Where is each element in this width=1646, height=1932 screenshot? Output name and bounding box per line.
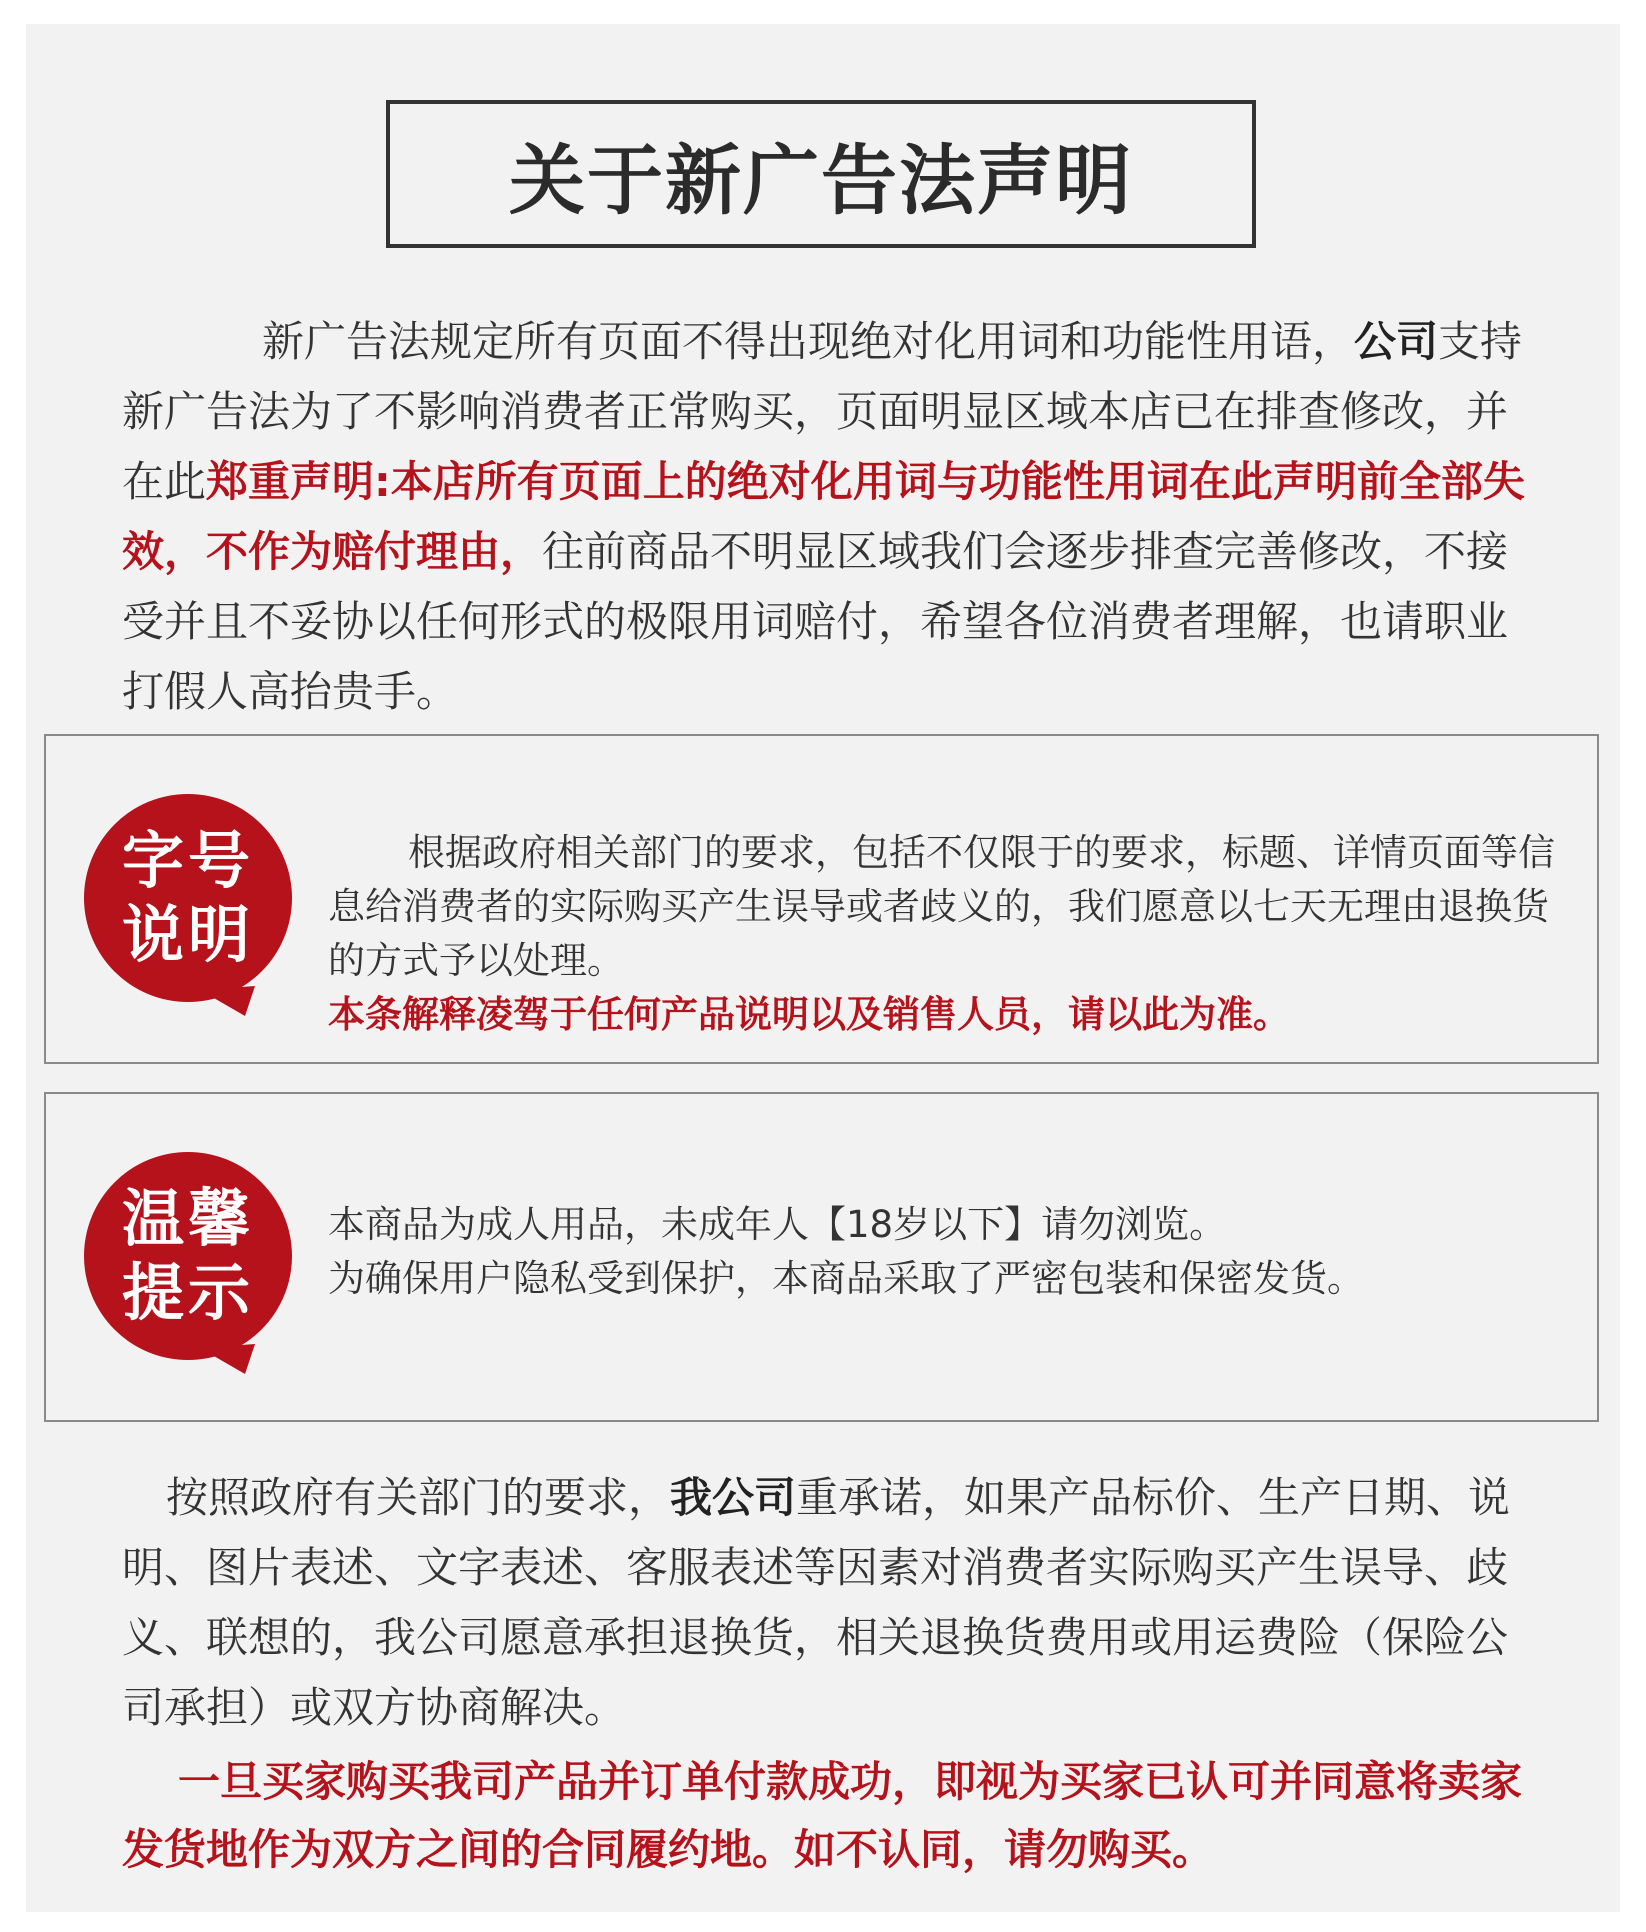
intro-company: 公司 <box>1354 317 1439 366</box>
intro-text-3: 往前商品不明显区域我们会逐步排查完善修改，不接受并且不妥协以任何形式的极限用词赔付，希望各位消费者理解，也请职业打假人高抬贵手。 <box>122 527 1509 716</box>
title-box <box>386 100 1256 248</box>
outro-text-1: 按照政府有关部门的要求， <box>166 1473 671 1522</box>
badge-line-2: 提示 <box>121 1256 254 1329</box>
intro-text-1: 新广告法规定所有页面不得出现绝对化用词和功能性用语， <box>262 317 1355 366</box>
font-notice-text <box>328 826 1578 1042</box>
outro-company: 我公司 <box>670 1473 797 1522</box>
intro-paragraph <box>122 307 1542 727</box>
warm-tip-card <box>44 1092 1599 1422</box>
badge-line-2: 说明 <box>121 898 254 971</box>
page-title: 关于新广告法声明 <box>509 135 1133 225</box>
warm-tip-line-2: 为确保用户隐私受到保护，本商品采取了严密包装和保密发货。 <box>328 1257 1364 1300</box>
warm-tip-badge <box>80 1148 296 1364</box>
warm-tip-text <box>328 1198 1598 1306</box>
outro-paragraph <box>122 1463 1542 1743</box>
intro-text-2: 支持新广告法为了不影响消费者正常购买，页面明显区域本店已在排查修改，并在此 <box>122 317 1523 506</box>
outro-red-text: 一旦买家购买我司产品并订单付款成功，即视为买家已认可并同意将卖家发货地作为双方之间的合同履约地。如不认同，请勿购买。 <box>122 1757 1523 1874</box>
font-notice-card <box>44 734 1599 1064</box>
badge-line-1: 字号 <box>121 824 254 897</box>
outro-red-statement <box>122 1748 1562 1884</box>
warm-tip-line-1: 本商品为成人用品，未成年人【18岁以下】请勿浏览。 <box>328 1203 1227 1246</box>
font-notice-badge <box>80 790 296 1006</box>
badge-line-1: 温馨 <box>121 1182 254 1255</box>
font-notice-red: 本条解释凌驾于任何产品说明以及销售人员，请以此为准。 <box>328 993 1290 1036</box>
outro-text-2: 重承诺，如果产品标价、生产日期、说明、图片表述、文字表述、客服表述等因素对消费者实际购买产生误导、歧义、联想的，我公司愿意承担退换货，相关退换货费用或用运费险（保险公司承担）或双方协商解决。 <box>122 1473 1511 1732</box>
intro-declaration: 郑重声明:本店所有页面上的绝对化用词与功能性用词在此声明前全部失效，不作为赔付理由， <box>122 457 1525 576</box>
font-notice-body: 根据政府相关部门的要求，包括不仅限于的要求，标题、详情页面等信息给消费者的实际购买产生误导或者歧义的，我们愿意以七天无理由退换货的方式予以处理。 <box>328 831 1555 982</box>
